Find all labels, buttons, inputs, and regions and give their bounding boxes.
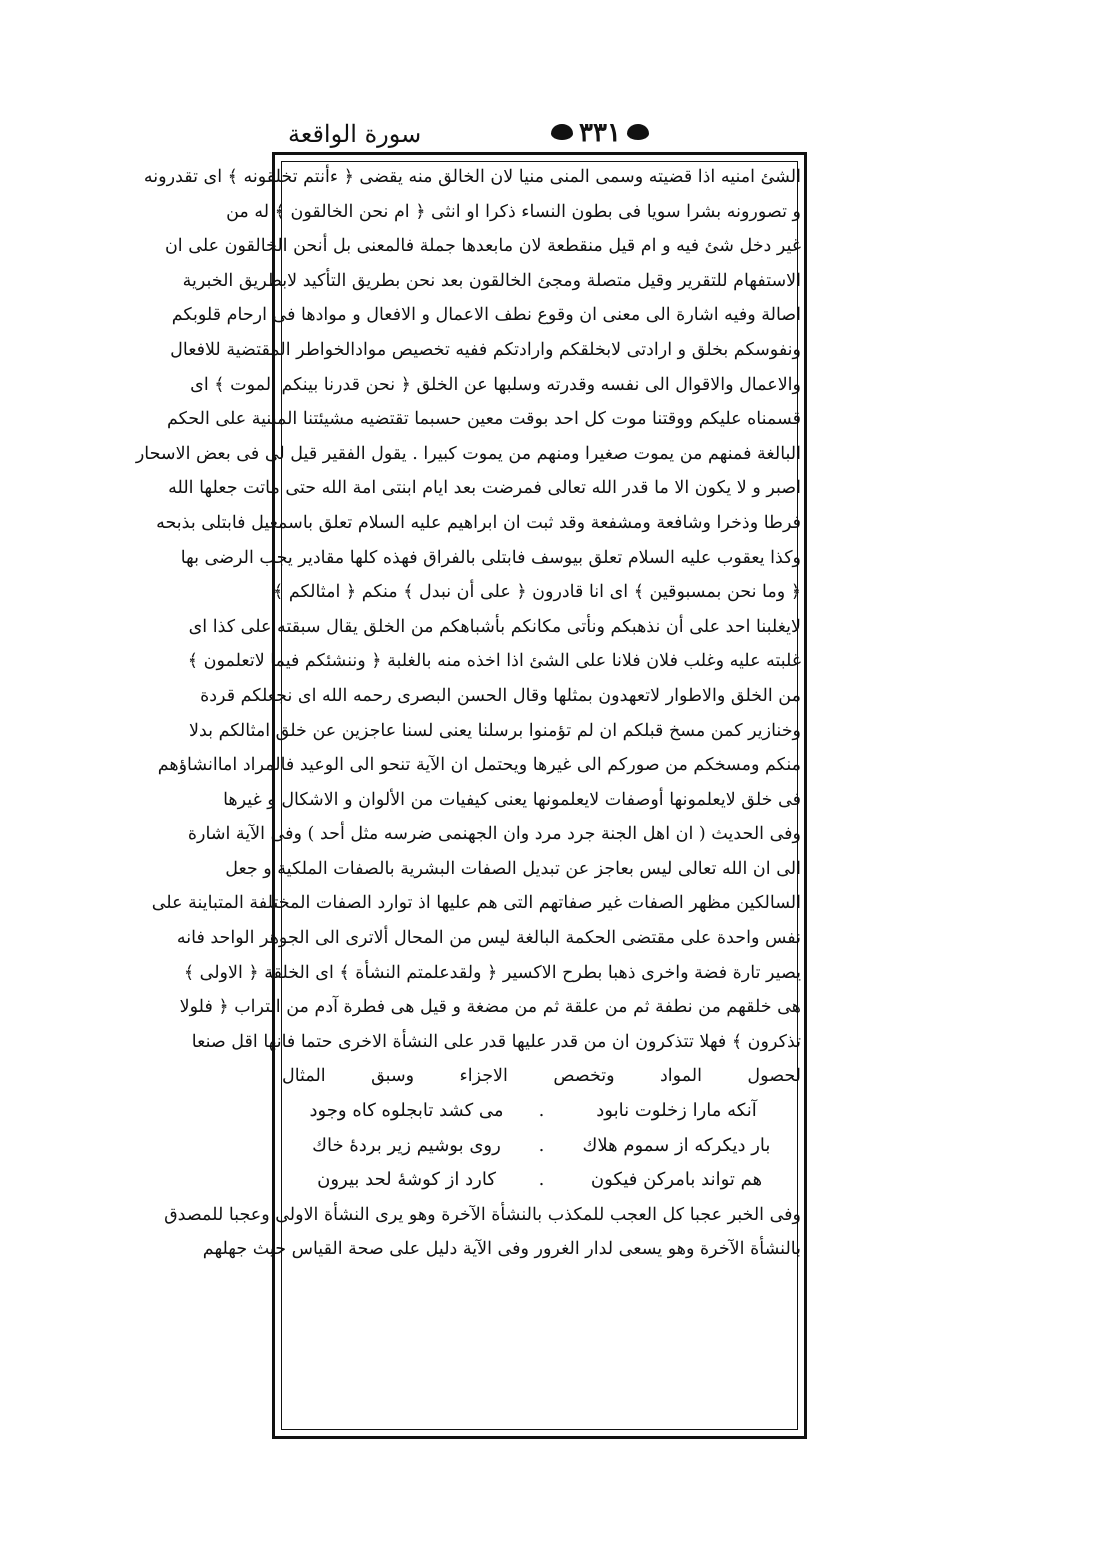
ornament-left-icon (551, 124, 573, 140)
poem-verse (282, 1129, 801, 1164)
verse-second-hemistich: روى بوشيم زير بردهٔ خاك (312, 1134, 501, 1156)
text-line: هى خلقهم من نطفة ثم من علقة ثم من مضغة و قيل هى فطرة آدم من التراب ﴿ فلولا (179, 997, 801, 1018)
text-line: تذكرون ﴾ فهلا تتذكرون ان من قدر عليها قدر على النشأة الاخرى حتما فانها اقل صنعا (191, 1031, 801, 1052)
text-line: والاعمال والاقوال الى نفسه وقدرته وسلبها عن الخلق ﴿ نحن قدرنا بينكم الموت ﴾ اى (190, 374, 801, 395)
page-header-center (500, 118, 700, 148)
page-number-text: ٣٣١ (579, 118, 621, 148)
verse-first-hemistich: بار ديكركه از سموم هلاك (582, 1134, 771, 1156)
surah-title: سورة الواقعة (288, 120, 422, 148)
text-line: وخنازير كمن مسخ قبلكم ان لم تؤمنوا برسلنا يعنى لسنا عاجزين عن خلق امثالكم بدلا (189, 720, 801, 741)
verse-second-hemistich: مى كشد تابجلوه كاه وجود (309, 1100, 504, 1122)
ornament-right-icon (627, 124, 649, 140)
text-line: الى ان الله تعالى ليس بعاجز عن تبديل الصفات البشرية بالصفات الملكية و جعل (225, 858, 801, 879)
text-line: غير دخل شئ فيه و ام قيل منقطعة لان مابعدها جملة فالمعنى بل أنحن الخالقون على ان (164, 236, 801, 257)
text-line: نفس واحدة على مقتضى الحكمة البالغة ليس من المحال ألاترى الى الجوهر الواحد فانه (176, 928, 801, 949)
text-line: السالكين مظهر الصفات غير صفاتهم التى هم عليها اذ توارد الصفات المختلفة المتباينة على (151, 893, 801, 914)
poem-verse (282, 1163, 801, 1198)
text-line: فرطا وذخرا وشافعة ومشفعة وقد ثبت ان ابراهيم عليه السلام تعلق باسمعيل فابتلى بذبحه (156, 512, 801, 533)
text-line: وكذا يعقوب عليه السلام تعلق بيوسف فابتلى بالفراق فهذه كلها مقادير يجب الرضى بها (180, 547, 801, 568)
verse-separator: . (538, 1100, 545, 1122)
verse-first-hemistich: آنكه مارا زخلوت نابود (596, 1100, 757, 1122)
text-line: اصالة وفيه اشارة الى معنى ان وقوع نطف الاعمال و الافعال و موادها فى ارحام قلوبكم (171, 305, 801, 326)
verse-first-hemistich: هم تواند بامركن فيكون (590, 1169, 763, 1191)
text-line: قسمناه عليكم ووقتنا موت كل احد بوقت معين حسبما تقتضيه مشيئتنا المبنية على الحكم (167, 409, 801, 430)
text-line: الشئ امنيه اذا قضيته وسمى المنى منيا لان الخالق منه يقضى ﴿ ءأنتم تخلقونه ﴾ اى تقدرونه (143, 167, 801, 187)
verse-separator: . (538, 1169, 545, 1191)
text-line: بالنشأة الآخرة وهو يسعى لدار الغرور وفى الآية دليل على صحة القياس حيث جهلهم (202, 1239, 801, 1260)
page-text (135, 160, 801, 1267)
verse-second-hemistich: كارد از كوشهٔ لحد بيرون (317, 1169, 496, 1191)
text-line: البالغة فمنهم من يموت صغيرا ومنهم من يموت كبيرا . يقول الفقير قيل لى فى بعض الاسحار (135, 443, 801, 464)
poem-verse (282, 1094, 801, 1129)
text-line: ونفوسكم بخلق و ارادتى لابخلقكم وارادتكم ففيه تخصيص موادالخواطر المقتضية للافعال (170, 339, 801, 360)
text-line: وفى الخبر عجبا كل العجب للمكذب بالنشأة الآخرة وهو يرى النشأة الاولى وعجبا للمصدق (164, 1204, 801, 1225)
text-line: غلبته عليه وغلب فلان فلانا على الشئ اذا اخذه منه بالغلبة ﴿ وننشئكم فيما لاتعلمون ﴾ (187, 651, 801, 672)
text-line: فى خلق لايعلمونها أوصفات لايعلمونها يعنى كيفيات من الألوان و الاشكال و غيرها (223, 789, 801, 810)
text-line: و تصورونه بشرا سويا فى بطون النساء ذكرا او انثى ﴿ ام نحن الخالقون ﴾ له من (226, 201, 801, 222)
text-line: منكم ومسخكم من صوركم الى غيرها ويحتمل ان الآية تنحو الى الوعيد فالمراد اماانشاؤهم (157, 755, 801, 776)
text-line: لحصول المواد وتخصص الاجزاء وسبق المثال (282, 1066, 801, 1087)
text-line: وفى الحديث ( ان اهل الجنة جرد مرد وان الجهنمى ضرسه مثل أحد ) وفى الآية اشارة (187, 824, 801, 845)
text-line: لايغلبنا احد على أن نذهبكم ونأتى مكانكم بأشباهكم من الخلق يقال سبقته على كذا اى (188, 616, 801, 637)
text-line: ﴿ وما نحن بمسبوقين ﴾ اى انا قادرون ﴿ على أن نبدل ﴾ منكم ﴿ امثالكم ﴾ (273, 582, 801, 603)
text-line: من الخلق والاطوار لاتعهدون بمثلها وقال الحسن البصرى رحمه الله اى نجعلكم قردة (200, 685, 801, 706)
text-line: اصبر و لا يكون الا ما قدر الله تعالى فمرضت بعد ايام ابنتى امة الله حتى ماتت جعلها الله (168, 478, 801, 499)
page-number (551, 118, 649, 148)
text-line: الاستفهام للتقرير وقيل متصلة ومجئ الخالقون بعد نحن بطريق التأكيد لابطريق الخبرية (182, 270, 801, 291)
verse-separator: . (538, 1134, 545, 1156)
text-line: يصير تارة فضة واخرى ذهبا بطرح الاكسير ﴿ ولقدعلمتم النشأة ﴾ اى الخلقة ﴿ الاولى ﴾ (183, 962, 801, 983)
